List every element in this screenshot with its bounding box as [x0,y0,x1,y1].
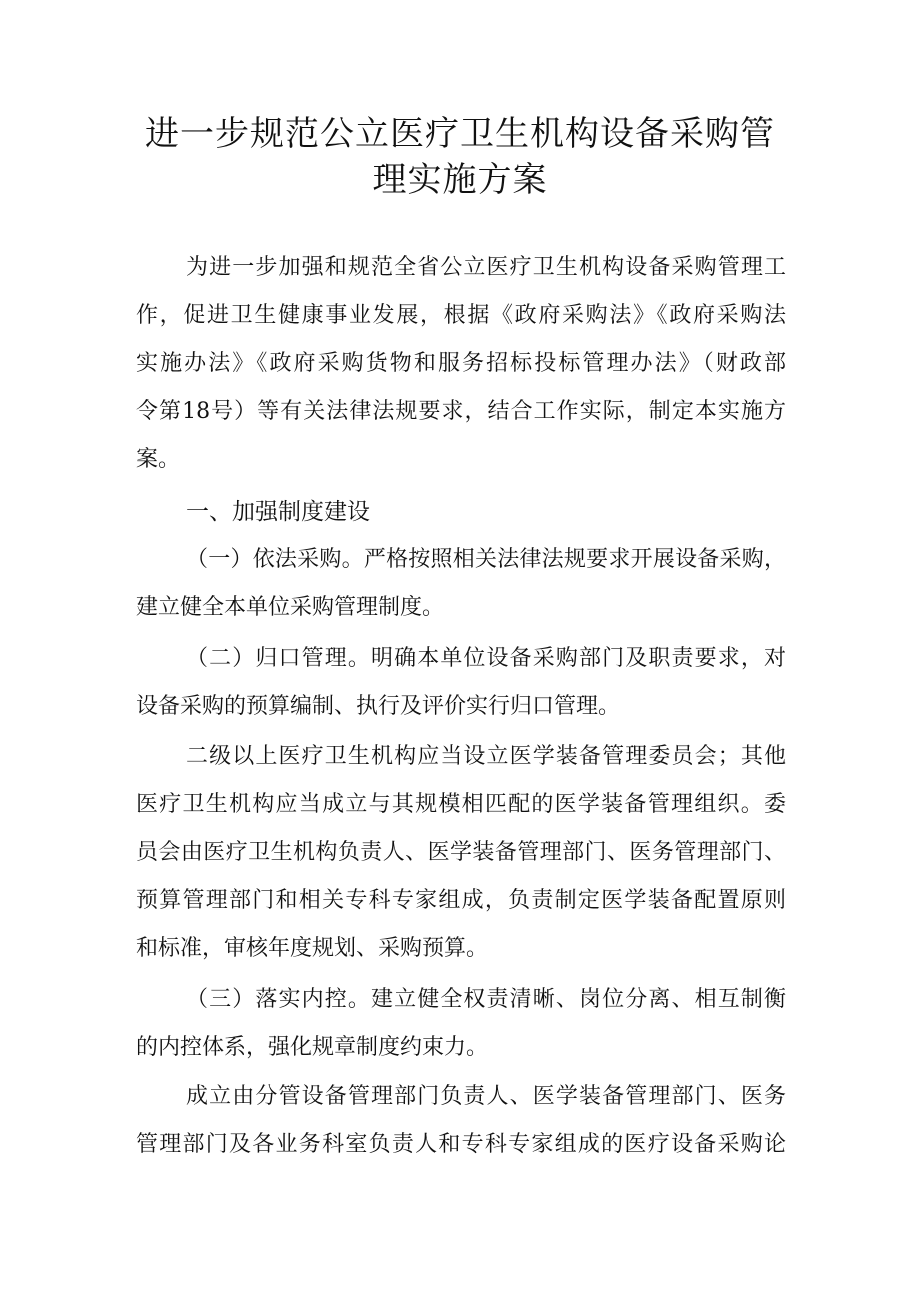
item-1-line-2: 建立健全本单位采购管理制度。 [136,595,445,620]
committee-line-4: 预算管理部门和相关专科专家组成，负责制定医学装备配置原则 [136,888,786,913]
item-3-line-1: （三）落实内控。建立健全权责清晰、岗位分离、相互制衡 [186,987,786,1012]
document-title-line-1: 进一步规范公立医疗卫生机构设备采购管 [145,114,775,154]
committee-line-5: 和标准，审核年度规划、采购预算。 [136,936,489,961]
document-title-line-2: 理实施方案 [372,160,548,200]
item-2-line-2: 设备采购的预算编制、执行及评价实行归口管理。 [136,694,621,719]
intro-line-5: 案。 [136,447,181,472]
committee-line-2: 医疗卫生机构应当成立与其规模相匹配的医学装备管理组织。委 [136,792,786,817]
last-para-line-2: 管理部门及各业务科室负责人和专科专家组成的医疗设备采购论 [136,1132,786,1157]
intro-line-3: 实施办法》《政府采购货物和服务招标投标管理办法》（财政部 [136,351,786,376]
item-2-line-1: （二）归口管理。明确本单位设备采购部门及职责要求，对 [186,646,786,671]
committee-line-3: 员会由医疗卫生机构负责人、医学装备管理部门、医务管理部门、 [136,840,786,865]
intro-line-1: 为进一步加强和规范全省公立医疗卫生机构设备采购管理工 [186,255,786,280]
item-3-line-2: 的内控体系，强化规章制度约束力。 [136,1035,489,1060]
section-heading-1: 一、加强制度建设 [186,499,370,525]
last-para-line-1: 成立由分管设备管理部门负责人、医学装备管理部门、医务 [186,1084,786,1109]
intro-line-2: 作，促进卫生健康事业发展，根据《政府采购法》《政府采购法 [136,303,786,328]
committee-line-1: 二级以上医疗卫生机构应当设立医学装备管理委员会；其他 [186,744,786,769]
intro-line-4: 令第18号）等有关法律法规要求，结合工作实际，制定本实施方 [136,399,786,424]
item-1-line-1: （一）依法采购。严格按照相关法律法规要求开展设备采购， [186,547,786,572]
